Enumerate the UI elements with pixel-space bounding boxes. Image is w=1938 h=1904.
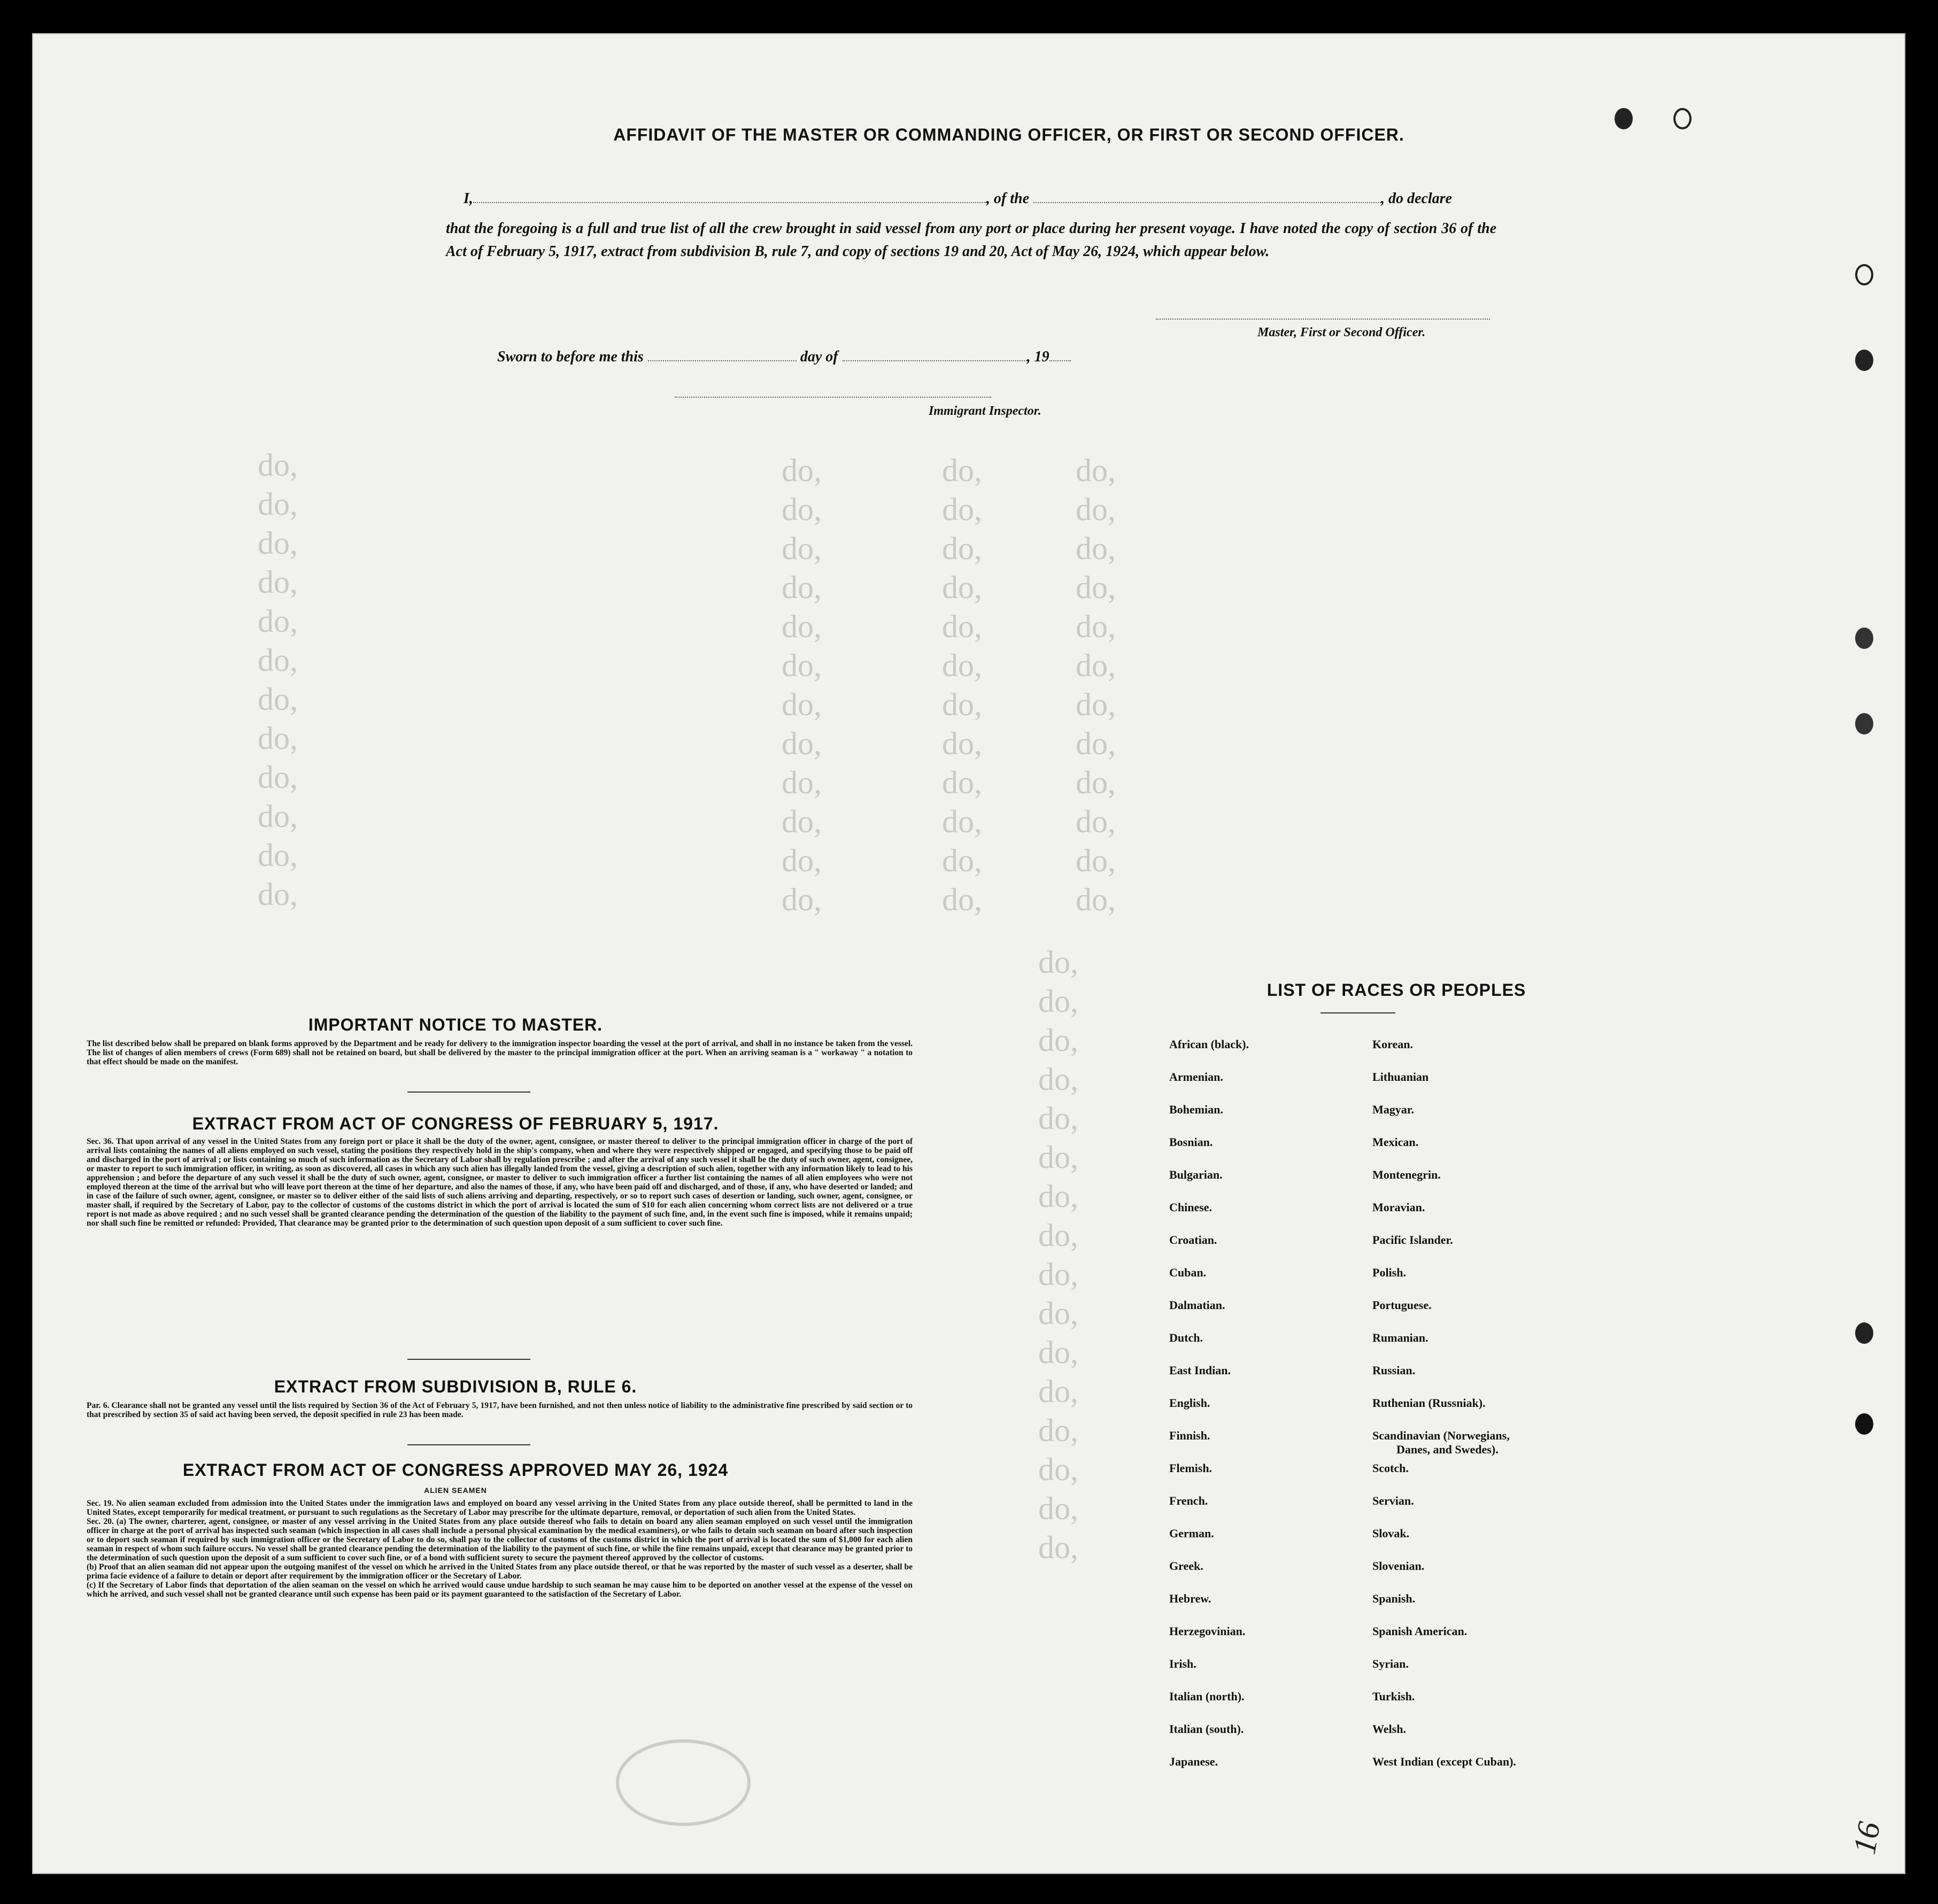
race-item: African (black). bbox=[1169, 1038, 1249, 1051]
race-item: Syrian. bbox=[1372, 1657, 1409, 1670]
race-item: Spanish American. bbox=[1372, 1624, 1468, 1638]
rule-6-title: EXTRACT FROM SUBDIVISION B, RULE 6. bbox=[274, 1377, 637, 1396]
sworn-day-of-label: day of bbox=[800, 349, 838, 365]
punch-hole bbox=[1855, 713, 1873, 734]
race-item: Bulgarian. bbox=[1169, 1168, 1223, 1181]
races-left-column bbox=[1169, 1038, 1249, 1787]
affidavit-declaration-line bbox=[464, 190, 1452, 207]
race-item: Hebrew. bbox=[1169, 1592, 1211, 1605]
race-item: Dalmatian. bbox=[1169, 1298, 1225, 1312]
bleed-through-column: do, do, do, do, do, do, do, do, do, do, do, do, do, do, do, do, bbox=[1038, 945, 1078, 1565]
divider bbox=[407, 1092, 530, 1093]
notice-title: IMPORTANT NOTICE TO MASTER. bbox=[308, 1015, 603, 1034]
affidavit-title: AFFIDAVIT OF THE MASTER OR COMMANDING OFFICER, OR FIRST OR SECOND OFFICER. bbox=[613, 125, 1404, 144]
extract-1924-subtitle: ALIEN SEAMEN bbox=[424, 1486, 487, 1495]
race-item: Rumanian. bbox=[1372, 1331, 1429, 1344]
sworn-year-label: , 19 bbox=[1026, 349, 1049, 365]
race-item: Japanese. bbox=[1169, 1755, 1218, 1768]
race-item: Italian (north). bbox=[1169, 1690, 1245, 1703]
race-item: Servian. bbox=[1372, 1494, 1414, 1507]
document-page bbox=[32, 33, 1905, 1874]
sworn-month-blank[interactable] bbox=[843, 360, 1027, 361]
affidavit-declare-label: , do declare bbox=[1381, 190, 1452, 207]
race-item: Greek. bbox=[1169, 1559, 1203, 1573]
race-item-continuation: Danes, and Swedes). bbox=[1396, 1443, 1499, 1456]
extract-1924-title: EXTRACT FROM ACT OF CONGRESS APPROVED MAY 26, 1924 bbox=[182, 1460, 729, 1480]
race-item: Lithuanian bbox=[1372, 1070, 1429, 1083]
name-blank[interactable] bbox=[473, 202, 986, 203]
race-item: Magyar. bbox=[1372, 1103, 1415, 1116]
punch-hole bbox=[1855, 628, 1873, 649]
inspector-signature-line[interactable] bbox=[675, 397, 991, 398]
race-item: Bosnian. bbox=[1169, 1135, 1213, 1149]
affidavit-of-the-label: , of the bbox=[986, 190, 1030, 207]
inspector-label: Immigrant Inspector. bbox=[929, 404, 1041, 418]
extract-1917-text: Sec. 36. That upon arrival of any vessel in the United States from any foreign port or place it shall be the duty of the owner, agent, consignee, or master thereof to deliver to the principal immigration officer in charge of the port of arrival lists containing the names of all aliens employed on such vessel, stating the positions they respectively hold in the ship's company, when and where they were respectively shipped or engaged, and specifying those to be paid off and discharged in the port of arrival ; or lists containing so much of such information as the Secretary of Labor shall by regulation prescribe ; and after the arrival of any such vessel it shall be the duty of such owner, agent, consignee, or master to report to such immigration officer, in writing, as soon as discovered, all cases in which any such alien has illegally landed from the vessel, giving a description of such alien, together with any information likely to lead to his apprehension ; and before the departure of any such vessel it shall be the duty of such owner, agent, consignee, or master to deliver to such immigration officer a further list containing the names of all alien employees who were not employed thereon at the time of the arrival but who will leave port thereon at the time of her departure, and also the names of those, if any, who have been paid off and discharged, and of those, if any, who have deserted or landed; and in case of the failure of such owner, agent, consignee, or master so to deliver either of the said lists of such aliens arriving and departing, respectively, or so to report such cases of desertion or landing, such owner, agent, consignee, or master shall, if required by the Secretary of Labor, pay to the collector of customs of the customs district in which the port of arrival is located the sum of $10 for each alien concerning whom correct lists are not delivered or a true report is not made as above required ; and no such vessel shall be granted clearance pending the determination of the question of the liability to the payment of such fine, and, in the event such fine is imposed, while it remains unpaid; nor shall such fine be remitted or refunded: Provided, That clearance may be granted prior to the determination of such question upon deposit of a sum sufficient to cover such fine. bbox=[87, 1137, 913, 1228]
race-item: Slovenian. bbox=[1372, 1559, 1425, 1573]
race-item: Dutch. bbox=[1169, 1331, 1203, 1344]
race-item: East Indian. bbox=[1169, 1364, 1231, 1377]
vessel-blank[interactable] bbox=[1033, 202, 1381, 203]
customs-stamp bbox=[616, 1739, 751, 1826]
sworn-prefix: Sworn to before me this bbox=[497, 349, 644, 365]
extract-1924-text bbox=[87, 1499, 913, 1599]
sworn-year-blank[interactable] bbox=[1049, 360, 1071, 361]
race-item: Croatian. bbox=[1169, 1233, 1217, 1247]
race-item: Mexican. bbox=[1372, 1135, 1419, 1149]
punch-hole bbox=[1855, 264, 1873, 285]
race-item: Portuguese. bbox=[1372, 1298, 1432, 1312]
extract-1917-title: EXTRACT FROM ACT OF CONGRESS OF FEBRUARY 5, 1917. bbox=[192, 1114, 719, 1133]
bleed-through-column: do, do, do, do, do, do, do, do, do, do, do, do, bbox=[782, 453, 822, 917]
master-signature-line[interactable] bbox=[1156, 319, 1490, 320]
race-item: Montenegrin. bbox=[1372, 1168, 1441, 1181]
race-item: Armenian. bbox=[1169, 1070, 1223, 1083]
bleed-through-column: do, do, do, do, do, do, do, do, do, do, do, do, bbox=[942, 453, 982, 917]
divider bbox=[407, 1444, 530, 1445]
affidavit-i-label: I, bbox=[464, 190, 473, 207]
race-item: West Indian (except Cuban). bbox=[1372, 1755, 1516, 1768]
bleed-through-column: do, do, do, do, do, do, do, do, do, do, do, do, bbox=[1076, 453, 1116, 917]
race-item: Spanish. bbox=[1372, 1592, 1416, 1605]
sworn-line bbox=[497, 349, 1071, 366]
bleed-through-column: do, do, do, do, do, do, do, do, do, do, do, do, bbox=[258, 447, 298, 912]
section-20a-text: Sec. 20. (a) The owner, charterer, agent, consignee, or master of any vessel arriving in the United States from any place outside thereof who fails to detain on board any alien seaman employed on such vessel until the immigration officer in charge at the port of arrival has inspected such seaman (which inspection in all cases shall include a personal physical examination by the medical examiners), or who fails to detain such seaman on board after such inspection or to deport such seaman if required by such immigration officer or the Secretary of Labor to do so, shall pay to the collector of customs of the customs district in which the port of arrival is located the sum of $1,000 for each alien seaman in respect of whom such failure occurs. No vessel shall be granted clearance pending the determination of the liability to the payment of such fine, or while the fine remains unpaid, except that clearance may be granted prior to the determination of such question upon the deposit of a sum sufficient to cover such fine, or of a bond with sufficient surety to secure the payment thereof approved by the collector of customs. bbox=[87, 1517, 913, 1562]
race-item: Herzegovinian. bbox=[1169, 1624, 1246, 1638]
punch-hole bbox=[1615, 108, 1633, 129]
section-19-text: Sec. 19. No alien seaman excluded from admission into the United States under the immigration laws and employed on board any vessel arriving in the United States from any place outside thereof, shall be permitted to land in the United States, except temporarily for medical treatment, or pursuant to such regulations as the Secretary of Labor may prescribe for the ultimate departure, removal, or deportation of such alien from the United States. bbox=[87, 1499, 913, 1517]
races-title: LIST OF RACES OR PEOPLES bbox=[1267, 980, 1526, 1000]
race-item: Pacific Islander. bbox=[1372, 1233, 1453, 1247]
race-item: Polish. bbox=[1372, 1266, 1406, 1279]
race-item: Irish. bbox=[1169, 1657, 1196, 1670]
race-item: Korean. bbox=[1372, 1038, 1413, 1051]
race-item: Chinese. bbox=[1169, 1201, 1213, 1214]
race-item: German. bbox=[1169, 1527, 1214, 1540]
punch-hole bbox=[1855, 1413, 1873, 1435]
races-right-column bbox=[1372, 1038, 1516, 1787]
race-item: Welsh. bbox=[1372, 1722, 1406, 1736]
race-item: Russian. bbox=[1372, 1364, 1416, 1377]
punch-hole bbox=[1673, 108, 1692, 129]
race-item: Turkish. bbox=[1372, 1690, 1415, 1703]
race-item: English. bbox=[1169, 1396, 1210, 1410]
race-item: Scotch. bbox=[1372, 1461, 1409, 1475]
race-item: Bohemian. bbox=[1169, 1103, 1223, 1116]
punch-hole bbox=[1855, 350, 1873, 371]
divider bbox=[407, 1359, 530, 1360]
divider bbox=[1321, 1012, 1395, 1013]
race-item: Flemish. bbox=[1169, 1461, 1213, 1475]
race-item-label: Scandinavian (Norwegians, bbox=[1372, 1429, 1510, 1442]
race-item: Slovak. bbox=[1372, 1527, 1410, 1540]
affidavit-body: that the foregoing is a full and true list of all the crew brought in said vessel from any port or place during her present voyage. I have noted the copy of section 36 of the Act of February 5, 1917, extract from subdivision B, rule 7, and copy of sections 19 and 20, Act of May 26, 1924, which appear below. bbox=[446, 220, 1496, 260]
race-item: Ruthenian (Russniak). bbox=[1372, 1396, 1486, 1410]
race-item: French. bbox=[1169, 1494, 1208, 1507]
race-item: Cuban. bbox=[1169, 1266, 1207, 1279]
master-signature-label: Master, First or Second Officer. bbox=[1257, 326, 1426, 339]
section-20c-text: (c) If the Secretary of Labor finds that deportation of the alien seaman on the vessel on which he arrived would cause undue hardship to such seaman he may cause him to be deported on another vessel at the expense of the vessel on which he arrived, and such vessel shall not be granted clearance until such expense has been paid or its payment guaranteed to the satisfaction of the Secretary of Labor. bbox=[87, 1581, 913, 1599]
notice-text: The list described below shall be prepared on blank forms approved by the Department and be ready for delivery to the immigration inspector boarding the vessel at the port of arrival, and shall in no instance be taken from the vessel. The list of changes of alien members of crews (Form 689) shall not be retained on board, but shall be delivered by the master to the principal immigration officer at the port. When an arriving seaman is a " workaway " a notation to that effect should be made on the manifest. bbox=[87, 1039, 913, 1066]
sworn-day-blank[interactable] bbox=[648, 360, 797, 361]
section-20b-text: (b) Proof that an alien seaman did not appear upon the outgoing manifest of the vessel on which he arrived in the United States from any place outside thereof, or that he was reported by the master of such vessel as a deserter, shall be prima facie evidence of a failure to detain or deport after requirement by the immigration officer or the Secretary of Labor. bbox=[87, 1562, 913, 1581]
rule-6-text: Par. 6. Clearance shall not be granted any vessel until the lists required by Section 36 of the Act of February 5, 1917, have been furnished, and not then unless notice of liability to the administrative fine prescribed by said section or to that prescribed by section 35 of said act having been served, the deposit specified in rule 23 has been made. bbox=[87, 1401, 913, 1419]
punch-hole bbox=[1855, 1322, 1873, 1344]
race-item bbox=[1372, 1429, 1516, 1461]
race-item: Italian (south). bbox=[1169, 1722, 1244, 1736]
page-number: 16 bbox=[1846, 1819, 1887, 1857]
race-item: Finnish. bbox=[1169, 1429, 1210, 1442]
race-item: Moravian. bbox=[1372, 1201, 1425, 1214]
